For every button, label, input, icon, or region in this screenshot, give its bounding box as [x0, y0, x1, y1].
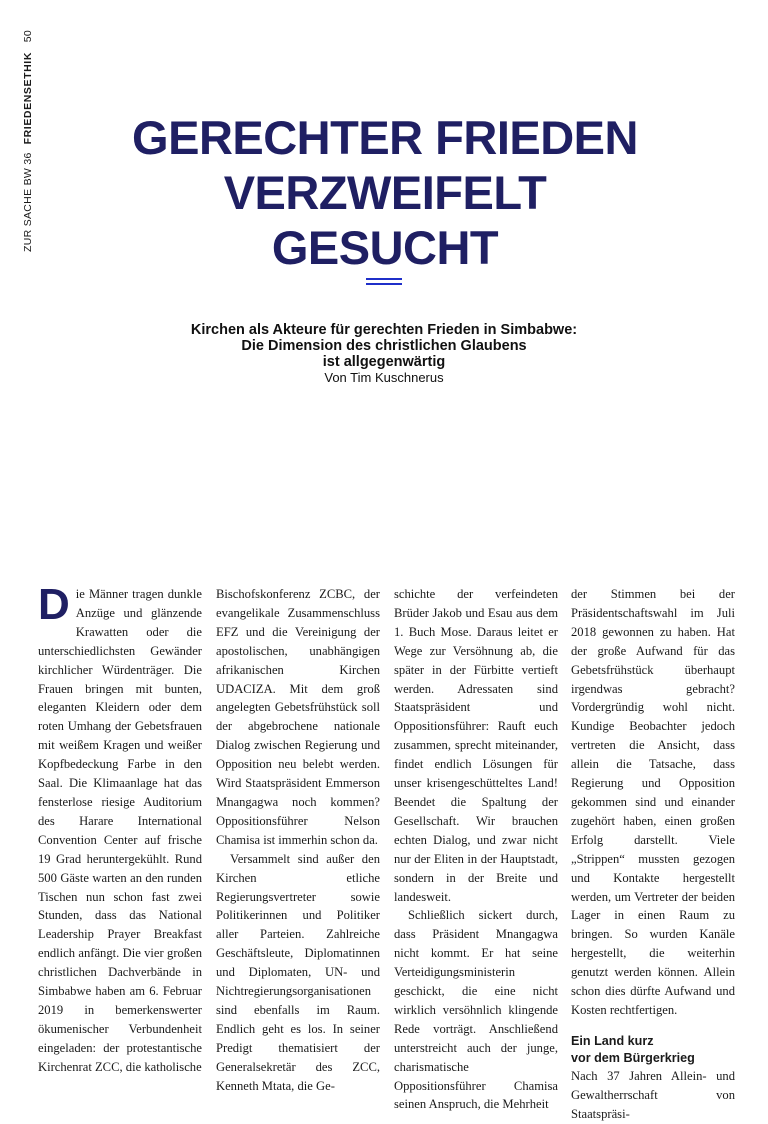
running-head — [8, 30, 44, 260]
page-number: 50 — [22, 30, 34, 43]
paragraph: schichte der verfeindeten Brüder Jakob und Esau aus dem 1. Buch Mose. Daraus leitet er Wege zur Versöhnung ab, die später in der Fürbitte vertieft werden. Adressaten sind Staatspräsident und Oppositionsführer: Rauft euch zusammen, sprecht miteinander, findet endlich Lösungen für unser krisengeschütteltes Land! Beendet die Spaltung der Gesellschaft. Wir brauchen echten Dialog, und zwar nicht nur der Eliten in der Hauptstadt, sondern in der Breite und landesweit. — [394, 587, 558, 904]
paragraph: Nach 37 Jahren Allein- und Gewaltherrschaft von Staatspräsi- — [571, 1068, 735, 1121]
article-headline — [80, 110, 690, 275]
lead-line-2: Die Dimension des christlichen Glaubens — [241, 338, 527, 354]
paragraph: Bischofskonferenz ZCBC, der evangelikale Zusammenschluss EFZ und die Vereinigung der apostolischen, unabhängigen afrikanischen Kirchen UDACIZA. Mit dem groß angelegten Gebetsfrühstück soll der abgebrochene nationale Dialog zwischen Regierung und Opposition neu belebt werden. Wird Staatspräsident Emmerson Mnangagwa noch kommen? Oppositionsführer Nelson Chamisa ist immerhin schon da. — [216, 587, 380, 847]
subheading-line-2: vor dem Bürgerkrieg — [571, 1050, 695, 1065]
column-2 — [216, 585, 380, 1095]
paragraph: der Stimmen bei der Präsidentschaftswahl im Juli 2018 gewonnen zu haben. Hat der große Aufwand für das Gebetsfrühstück überhaupt irgendwas gebracht? Vordergründig wohl nicht. Kundige Beobachter jedoch vertreten die Ansicht, dass allein die Tatsache, dass Regierung und Opposition gekommen sind und einander zugehört haben, einen großen Erfolg darstellt. Viele „Strippen“ mussten gezogen und Kontakte hergestellt werden, um Vertreter der beiden Lager in einen Raum zu bringen. So wurden Kanäle hergestellt, die weiterhin genutzt werden können. Allein schon dies dürfte Aufwand und Kosten rechtfertigen. — [571, 587, 735, 1017]
column-1 — [38, 580, 202, 1077]
headline-divider — [366, 278, 402, 285]
article-body — [38, 580, 740, 1121]
section-name: FRIEDENSETHIK — [22, 52, 34, 145]
subheading-line-1: Ein Land kurz — [571, 1033, 654, 1048]
paragraph: Schließlich sickert durch, dass Präsident Mnangagwa nicht kommt. Er hat seine Verteidigungsministerin geschickt, die eine nicht wirklich versöhnlich klingende Rede vorträgt. Anschließend unterstreicht auch der junge, charismatische Oppositionsführer Chamisa seinen Anspruch, die Mehrheit — [394, 908, 558, 1112]
headline-line-1: GERECHTER FRIEDEN — [132, 111, 638, 164]
byline: Von Tim Kuschnerus — [324, 370, 444, 385]
lead-line-1: Kirchen als Akteure für gerechten Frieden in Simbabwe: — [190, 322, 578, 338]
column-3 — [394, 585, 558, 1114]
paragraph: Versammelt sind außer den Kirchen etliche Regierungsvertreter sowie Politikerinnen und Politiker aller Parteien. Zahlreiche Geschäftsleute, Diplomatinnen und Diplomaten, UN- und Nichtregierungsorganisationen sind ebenfalls im Raum. Endlich geht es los. In seiner Predigt thematisiert der Generalsekretär des ZCC, Kenneth Mtata, die Ge- — [216, 851, 380, 1093]
column-4 — [571, 585, 735, 1124]
section-subheading — [571, 1033, 735, 1067]
article-lead — [140, 322, 628, 386]
lead-line-3: ist allgegenwärtig — [322, 354, 446, 370]
publication-name: ZUR SACHE BW 36 — [22, 152, 34, 252]
column-1-text: ie Männer tragen dunkle Anzüge und glänzende Krawatten oder die unterschiedlichsten Gewänder kirchlicher Würdenträger. Die Frauen bringen mit bunten, eleganten Kleidern oder dem roten Umhang der Gebetsfrauen mit weißem Kragen und weißer Kopfbedeckung Farbe in den Saal. Die Klimaanlage hat das fensterlose riesige Auditorium des Harare International Convention Center auf frische 19 Grad heruntergekühlt. Rund 500 Gäste warten an den runden Tischen nun schon fast zwei Stunden, dass das National Leadership Prayer Breakfast endlich anfängt. Die vier großen christlichen Dachverbände in Simbabwe haben am 6. Februar 2019 in bemerkenswerter ökumenischer Verbundenheit eingeladen: der protestantische Kirchenrat ZCC, die katholische — [38, 587, 202, 1074]
drop-cap: D — [38, 580, 70, 629]
headline-line-3: GESUCHT — [271, 221, 499, 274]
headline-line-2: VERZWEIFELT — [223, 166, 547, 219]
